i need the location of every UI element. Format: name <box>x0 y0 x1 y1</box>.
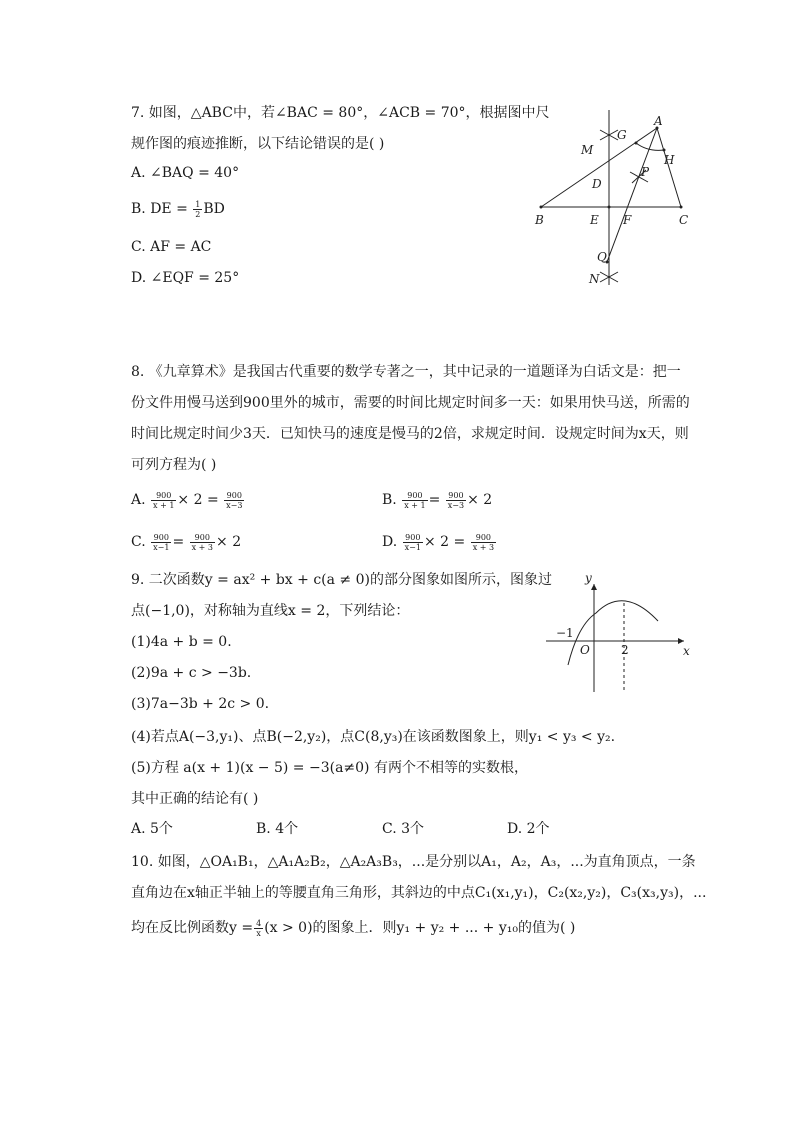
q9-option-b: B. 4个 <box>256 821 299 837</box>
label-d: D <box>592 177 602 191</box>
q10-line3: 均在反比例函数y = $\frac{4}{x}$ (x > 0)的图象上．则y₁ + y₂ + ... + y₁₀的值为( ) <box>131 918 576 938</box>
label-e: E <box>590 213 599 227</box>
q8-line2: 份文件用慢马送到900里外的城市，需要的时间比规定时间多一天：如果用快马送，所需的 <box>131 395 690 411</box>
q9-statement-5: (5)方程 a(x + 1)(x − 5) = −3(a≠0) 有两个不相等的实数根， <box>131 760 528 776</box>
q9-line1: 9. 二次函数y = ax² + bx + c(a ≠ 0)的部分图象如图所示，图象过 <box>131 572 552 588</box>
q7-option-b-fraction: $\frac{1}{2}$ <box>195 199 201 219</box>
label-a: A <box>654 114 663 128</box>
q7-stem-line2: 规作图的痕迹推断，以下结论错误的是( ) <box>131 136 385 152</box>
q8-line3: 时间比规定时间少3天．已知快马的速度是慢马的2倍，求规定时间．设规定时间为x天，则 <box>131 426 689 442</box>
label-neg-one: −1 <box>556 626 574 640</box>
q8-line4: 可列方程为( ) <box>131 457 217 473</box>
q10-fraction: $\frac{4}{x}$ <box>256 918 262 938</box>
label-c: C <box>679 213 689 227</box>
q7-option-b-prefix: B. DE = <box>131 201 188 217</box>
q7-stem-line1: 7. 如图，△ABC中，若∠BAC = 80°，∠ACB = 70°，根据图中尺 <box>131 105 550 121</box>
q9-option-a: A. 5个 <box>131 821 173 837</box>
label-n: N <box>589 272 600 286</box>
label-g: G <box>617 128 627 142</box>
q8-option-a: A. $\frac{900}{x + 1}$ × 2 = $\frac{900}{x-3}$ <box>131 490 243 510</box>
label-two: 2 <box>621 643 629 657</box>
label-m: M <box>581 143 594 157</box>
q9-parabola-figure <box>540 570 700 700</box>
q9-option-d: D. 2个 <box>507 821 550 837</box>
q9-statement-4: (4)若点A(−3,y₁)、点B(−2,y₂)，点C(8,y₃)在该函数图象上，则y₁ < y₃ < y₂. <box>131 729 616 745</box>
q10-line2: 直角边在x轴正半轴上的等腰直角三角形，其斜边的中点C₁(x₁,y₁)，C₂(x₂,y₂)，C₃(x₃,y₃)，... <box>131 885 707 901</box>
q9-option-c: C. 3个 <box>382 821 425 837</box>
label-b: B <box>535 213 544 227</box>
q9-statement-6: 其中正确的结论有( ) <box>131 791 259 807</box>
side-ab <box>541 128 657 207</box>
q7-option-c: C. AF = AC <box>131 239 212 255</box>
side-ac <box>657 128 681 207</box>
label-h: H <box>664 153 675 167</box>
q7-option-a: A. ∠BAQ = 40° <box>131 165 240 181</box>
q7-option-b-suffix: BD <box>203 201 225 217</box>
q8-line1: 8. 《九章算术》是我国古代重要的数学专著之一，其中记录的一道题译为白话文是：把一 <box>131 364 681 380</box>
q9-line2: 点(−1,0)，对称轴为直线x = 2，下列结论： <box>131 603 410 619</box>
label-y: y <box>585 571 592 585</box>
angle-bisector <box>607 128 657 262</box>
q9-statement-3: (3)7a−3b + 2c > 0. <box>131 696 270 712</box>
q8-option-b: B. $\frac{900}{x + 1}$ = $\frac{900}{x-3}$ × 2 <box>382 490 493 510</box>
q9-statement-2: (2)9a + c > −3b. <box>131 665 252 681</box>
q7-option-d: D. ∠EQF = 25° <box>131 270 240 286</box>
label-origin: O <box>580 643 590 657</box>
q10-line1: 10. 如图，△OA₁B₁，△A₁A₂B₂，△A₂A₃B₃，...是分别以A₁，A₂，A₃，...为直角顶点，一条 <box>131 854 696 870</box>
label-f: F <box>623 213 632 227</box>
label-q: Q <box>597 250 607 264</box>
q8-option-d: D. $\frac{900}{x-1}$ × 2 = $\frac{900}{x + 3}$ <box>382 532 495 552</box>
label-x: x <box>683 644 690 658</box>
q8-option-c: C. $\frac{900}{x-1}$ = $\frac{900}{x + 3}$ × 2 <box>131 532 242 552</box>
q7-option-b <box>131 199 225 219</box>
q7-triangle-figure <box>525 100 705 295</box>
label-p: P <box>641 165 650 179</box>
q9-statement-1: (1)4a + b = 0. <box>131 634 232 650</box>
